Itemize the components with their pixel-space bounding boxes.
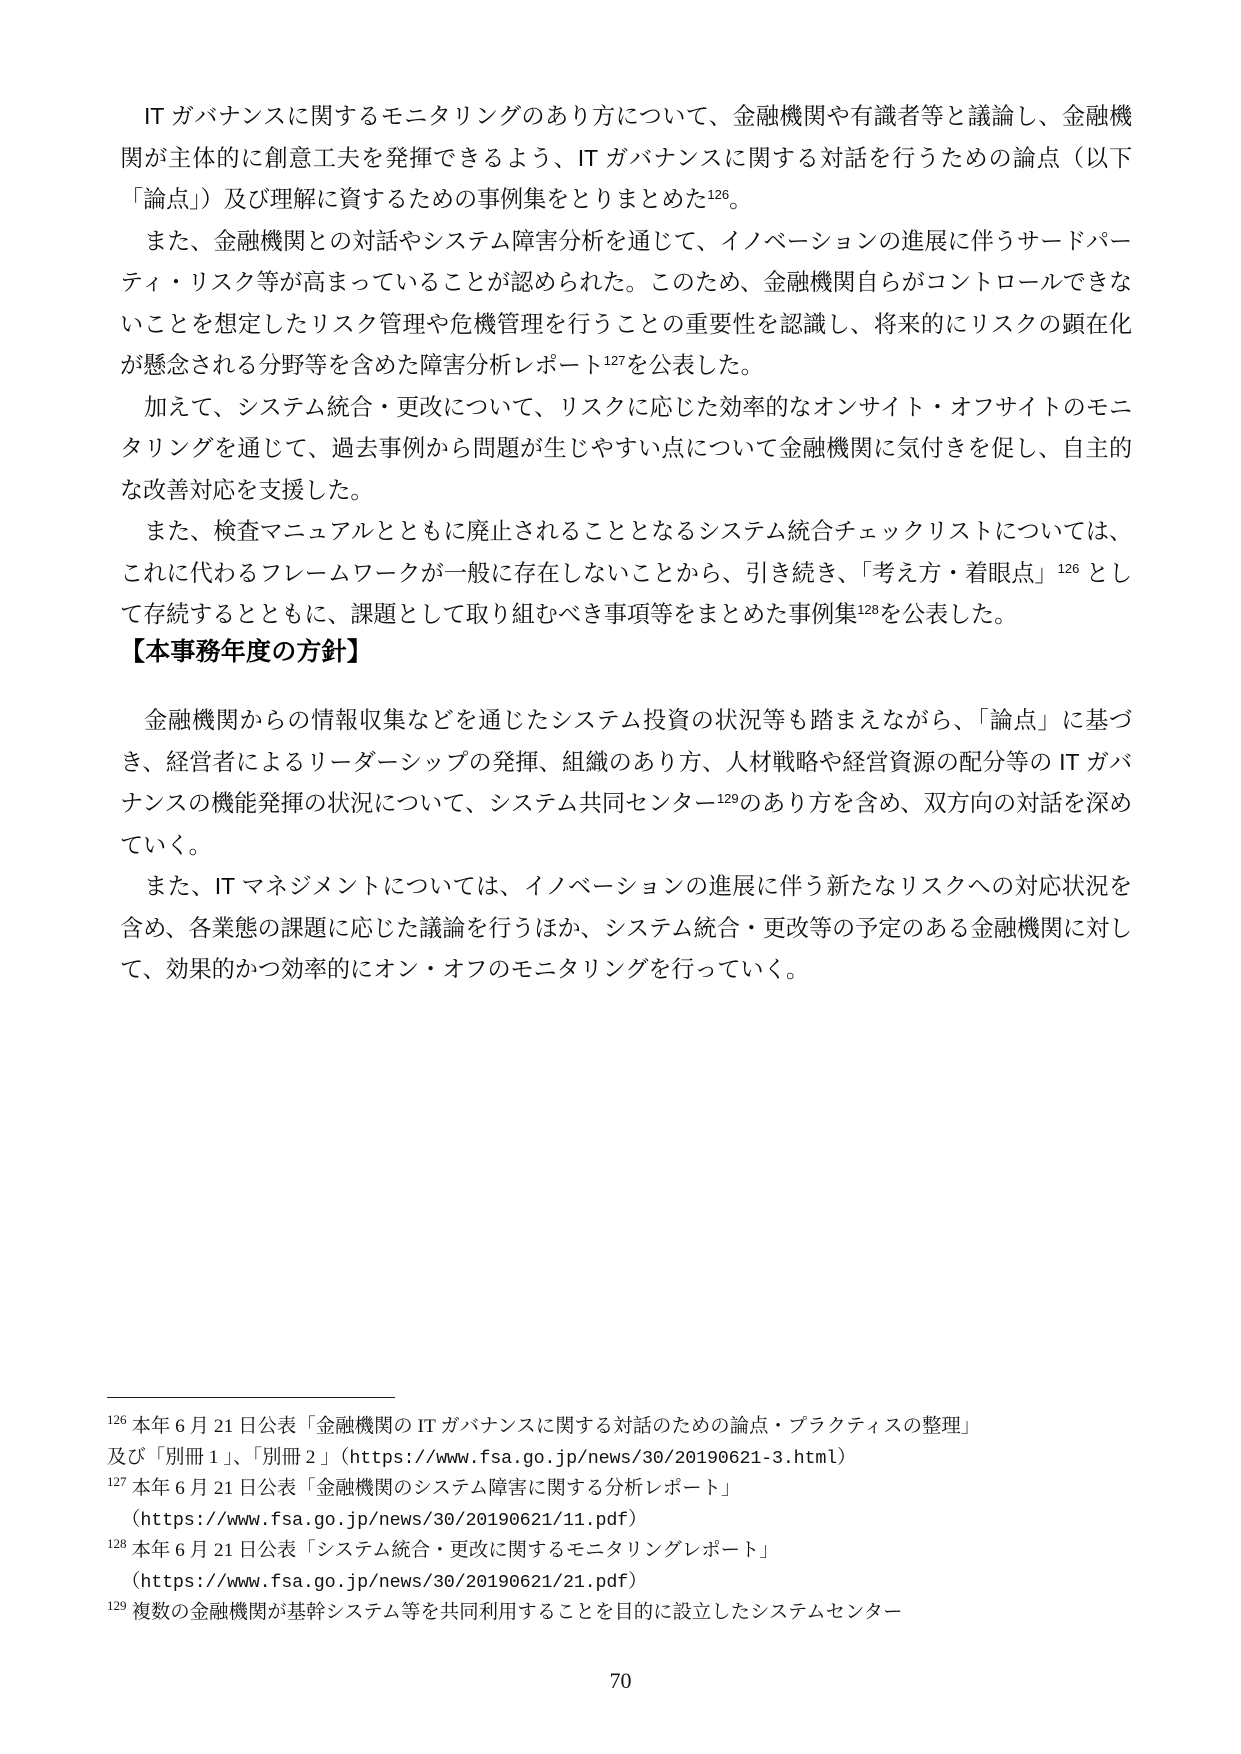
footnote-ref-127: 127 xyxy=(603,352,626,368)
footnote-number-128: 128 xyxy=(107,1535,127,1551)
body-text-block-lower xyxy=(120,700,1132,991)
footnote-128-url[interactable]: https://www.fsa.go.jp/news/30/20190621/21.pdf xyxy=(140,1571,629,1593)
footnote-block xyxy=(107,1412,1117,1629)
footnote-number-127: 127 xyxy=(107,1473,127,1489)
footnote-126-close: ） xyxy=(837,1446,857,1468)
footnote-number-129: 129 xyxy=(107,1597,127,1613)
footnote-127-url[interactable]: https://www.fsa.go.jp/news/30/20190621/11.pdf xyxy=(140,1509,629,1531)
paragraph-5 xyxy=(120,700,1132,866)
paragraph-2-text: また、金融機関との対話やシステム障害分析を通じて、イノベーションの進展に伴うサードパーティ・リスク等が高まっていることが認められた。このため、金融機関自らがコントロールできないことを想定したリスク管理や危機管理を行うことの重要性を認識し、将来的にリスクの顕在化が懸念される分野等を含めた障害分析レポート xyxy=(120,227,1132,378)
footnote-127-line2 xyxy=(107,1505,1117,1537)
paragraph-1-text: IT ガバナンスに関するモニタリングのあり方について、金融機関や有識者等と議論し、金融機関が主体的に創意工夫を発揮できるよう、IT ガバナンスに関する対話を行うための論点（以下「論点」）及び理解に資するための事例集をとりまとめた xyxy=(120,103,1132,212)
footnote-126-lead: 及び「別冊 1 」、「別冊 2 」（ xyxy=(107,1446,350,1468)
paragraph-6-text: また、IT マネジメントについては、イノベーションの進展に伴う新たなリスクへの対応状況を含め、各業態の課題に応じた議論を行うほか、システム統合・更改等の予定のある金融機関に対して、効果的かつ効率的にオン・オフのモニタリングを行っていく。 xyxy=(120,873,1132,982)
paragraph-1 xyxy=(120,96,1132,221)
footnote-128-line2 xyxy=(107,1567,1117,1599)
footnote-127-lead: （ xyxy=(121,1508,141,1530)
paragraph-2-tail: を公表した。 xyxy=(625,352,764,378)
footnote-ref-126-b: 126 xyxy=(1057,560,1080,576)
paragraph-4-tail: を公表した。 xyxy=(878,601,1018,627)
paragraph-4-text: また、検査マニュアルとともに廃止されることとなるシステム統合チェックリストについては、これに代わるフレームワークが一般に存在しないことから、引き続き、「考え方・着眼点」 xyxy=(120,518,1132,586)
section-heading: 【本事務年度の方針】 xyxy=(120,638,373,666)
footnote-ref-129: 129 xyxy=(716,790,739,806)
footnote-127-text: 本年 6 月 21 日公表「金融機関のシステム障害に関する分析レポート」 xyxy=(131,1478,741,1499)
paragraph-5-text: 金融機関からの情報収集などを通じたシステム投資の状況等も踏まえながら、「論点」に基づき、経営者によるリーダーシップの発揮、組織のあり方、人材戦略や経営資源の配分等の IT ガバナンスの機能発揮の状況について、システム共同センター xyxy=(120,707,1132,816)
paragraph-3 xyxy=(120,387,1132,512)
page-number: 70 xyxy=(609,1668,632,1693)
footnote-126-url[interactable]: https://www.fsa.go.jp/news/30/20190621-3.html xyxy=(349,1447,838,1469)
footnote-128-line1 xyxy=(107,1536,1117,1567)
footnote-127-line1 xyxy=(107,1474,1117,1505)
paragraph-1-tail: 。 xyxy=(729,186,753,212)
footnote-number-126: 126 xyxy=(107,1411,127,1427)
footnote-128-lead: （ xyxy=(121,1570,141,1592)
paragraph-2 xyxy=(120,221,1132,387)
footnote-ref-128: 128 xyxy=(857,601,879,617)
footnote-129-line1 xyxy=(107,1598,1117,1629)
footnote-129-text: 複数の金融機関が基幹システム等を共同利用することを目的に設立したシステムセンター xyxy=(131,1602,903,1623)
footnote-128-close: ） xyxy=(628,1570,648,1592)
footnote-ref-126-a: 126 xyxy=(707,186,730,202)
footnote-127-close: ） xyxy=(628,1508,648,1530)
paragraph-4 xyxy=(120,511,1132,636)
paragraph-5-tail: のあり方を含め、双方向の対話を深めていく。 xyxy=(120,790,1132,858)
body-text-block-upper xyxy=(120,96,1132,636)
paragraph-3-text: 加えて、システム統合・更改について、リスクに応じた効率的なオンサイト・オフサイトのモニタリングを通じて、過去事例から問題が生じやすい点について金融機関に気付きを促し、自主的な改善対応を支援した。 xyxy=(120,393,1132,503)
footnote-separator-rule xyxy=(107,1397,395,1398)
footnote-126-line2 xyxy=(107,1443,1117,1475)
paragraph-6 xyxy=(120,866,1132,991)
footnote-126-line1 xyxy=(107,1412,1117,1443)
footnote-128-text: 本年 6 月 21 日公表「システム統合・更改に関するモニタリングレポート」 xyxy=(131,1540,779,1561)
footnote-126-text: 本年 6 月 21 日公表「金融機関の IT ガバナンスに関する対話のための論点・プラクティスの整理」 xyxy=(131,1416,981,1437)
paragraph-4-mid: として存続するとともに、課題として取り組むべき事項等をまとめた事例集 xyxy=(120,559,1132,627)
